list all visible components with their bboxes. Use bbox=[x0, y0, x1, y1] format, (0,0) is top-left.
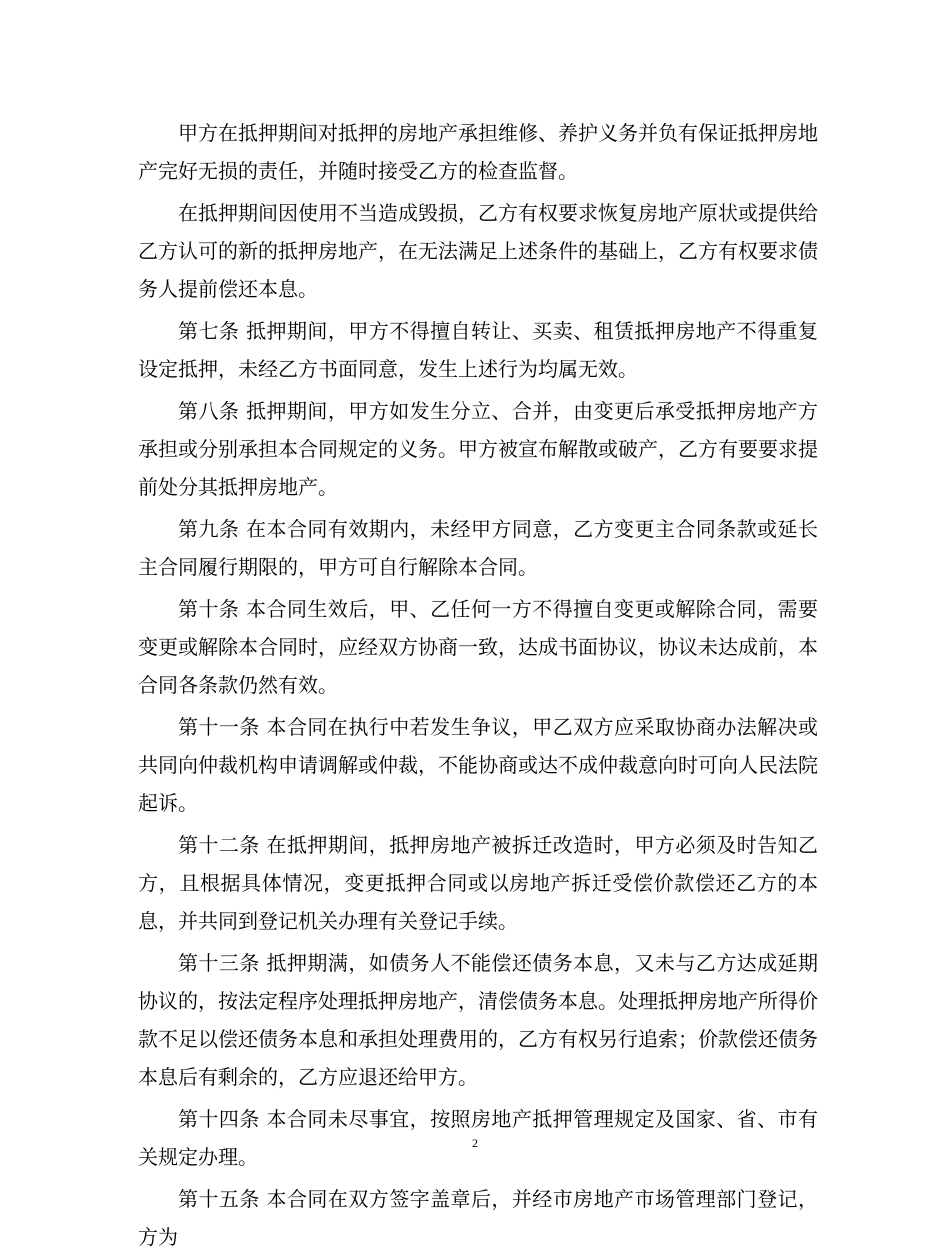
paragraph-article-13: 第十三条 抵押期满，如债务人不能偿还债务本息，又未与乙方达成延期协议的，按法定程序处理抵押房地产，清偿债务本息。处理抵押房地产所得价款不足以偿还债务本息和承担处理费用的，乙方有权另行追索；价款偿还债务本息后有剩余的，乙方应退还给甲方。 bbox=[138, 951, 818, 1089]
paragraph-article-10: 第十条 本合同生效后，甲、乙任何一方不得擅自变更或解除合同，需要变更或解除本合同时，应经双方协商一致，达成书面协议，协议未达成前，本合同各条款仍然有效。 bbox=[138, 597, 818, 697]
paragraph-article-9: 第九条 在本合同有效期内，未经甲方同意，乙方变更主合同条款或延长主合同履行期限的，甲方可自行解除本合同。 bbox=[138, 517, 818, 579]
paragraph-damage-remedy: 在抵押期间因使用不当造成毁损，乙方有权要求恢复房地产原状或提供给乙方认可的新的抵押房地产，在无法满足上述条件的基础上，乙方有权要求债务人提前偿还本息。 bbox=[138, 201, 818, 301]
page-number: 2 bbox=[472, 1136, 478, 1150]
paragraph-article-11: 第十一条 本合同在执行中若发生争议，甲乙双方应采取协商办法解决或共同向仲裁机构申请调解或仲裁，不能协商或达不成仲裁意向时可向人民法院起诉。 bbox=[138, 715, 818, 815]
paragraph-maintenance-duty: 甲方在抵押期间对抵押的房地产承担维修、养护义务并负有保证抵押房地产完好无损的责任，并随时接受乙方的检查监督。 bbox=[138, 121, 818, 183]
paragraph-article-7: 第七条 抵押期间，甲方不得擅自转让、买卖、租赁抵押房地产不得重复设定抵押，未经乙方书面同意，发生上述行为均属无效。 bbox=[138, 319, 818, 381]
paragraph-article-12: 第十二条 在抵押期间，抵押房地产被拆迁改造时，甲方必须及时告知乙方，且根据具体情况，变更抵押合同或以房地产拆迁受偿价款偿还乙方的本息，并共同到登记机关办理有关登记手续。 bbox=[138, 833, 818, 933]
paragraph-article-15: 第十五条 本合同在双方签字盖章后，并经市房地产市场管理部门登记，方为 bbox=[138, 1187, 818, 1249]
document-body bbox=[138, 114, 818, 1260]
paragraph-article-8: 第八条 抵押期间，甲方如发生分立、合并，由变更后承受抵押房地产方承担或分别承担本合同规定的义务。甲方被宣布解散或破产，乙方有要要求提前处分其抵押房地产。 bbox=[138, 399, 818, 499]
paragraph-article-14: 第十四条 本合同未尽事宜，按照房地产抵押管理规定及国家、省、市有关规定办理。 bbox=[138, 1107, 818, 1169]
